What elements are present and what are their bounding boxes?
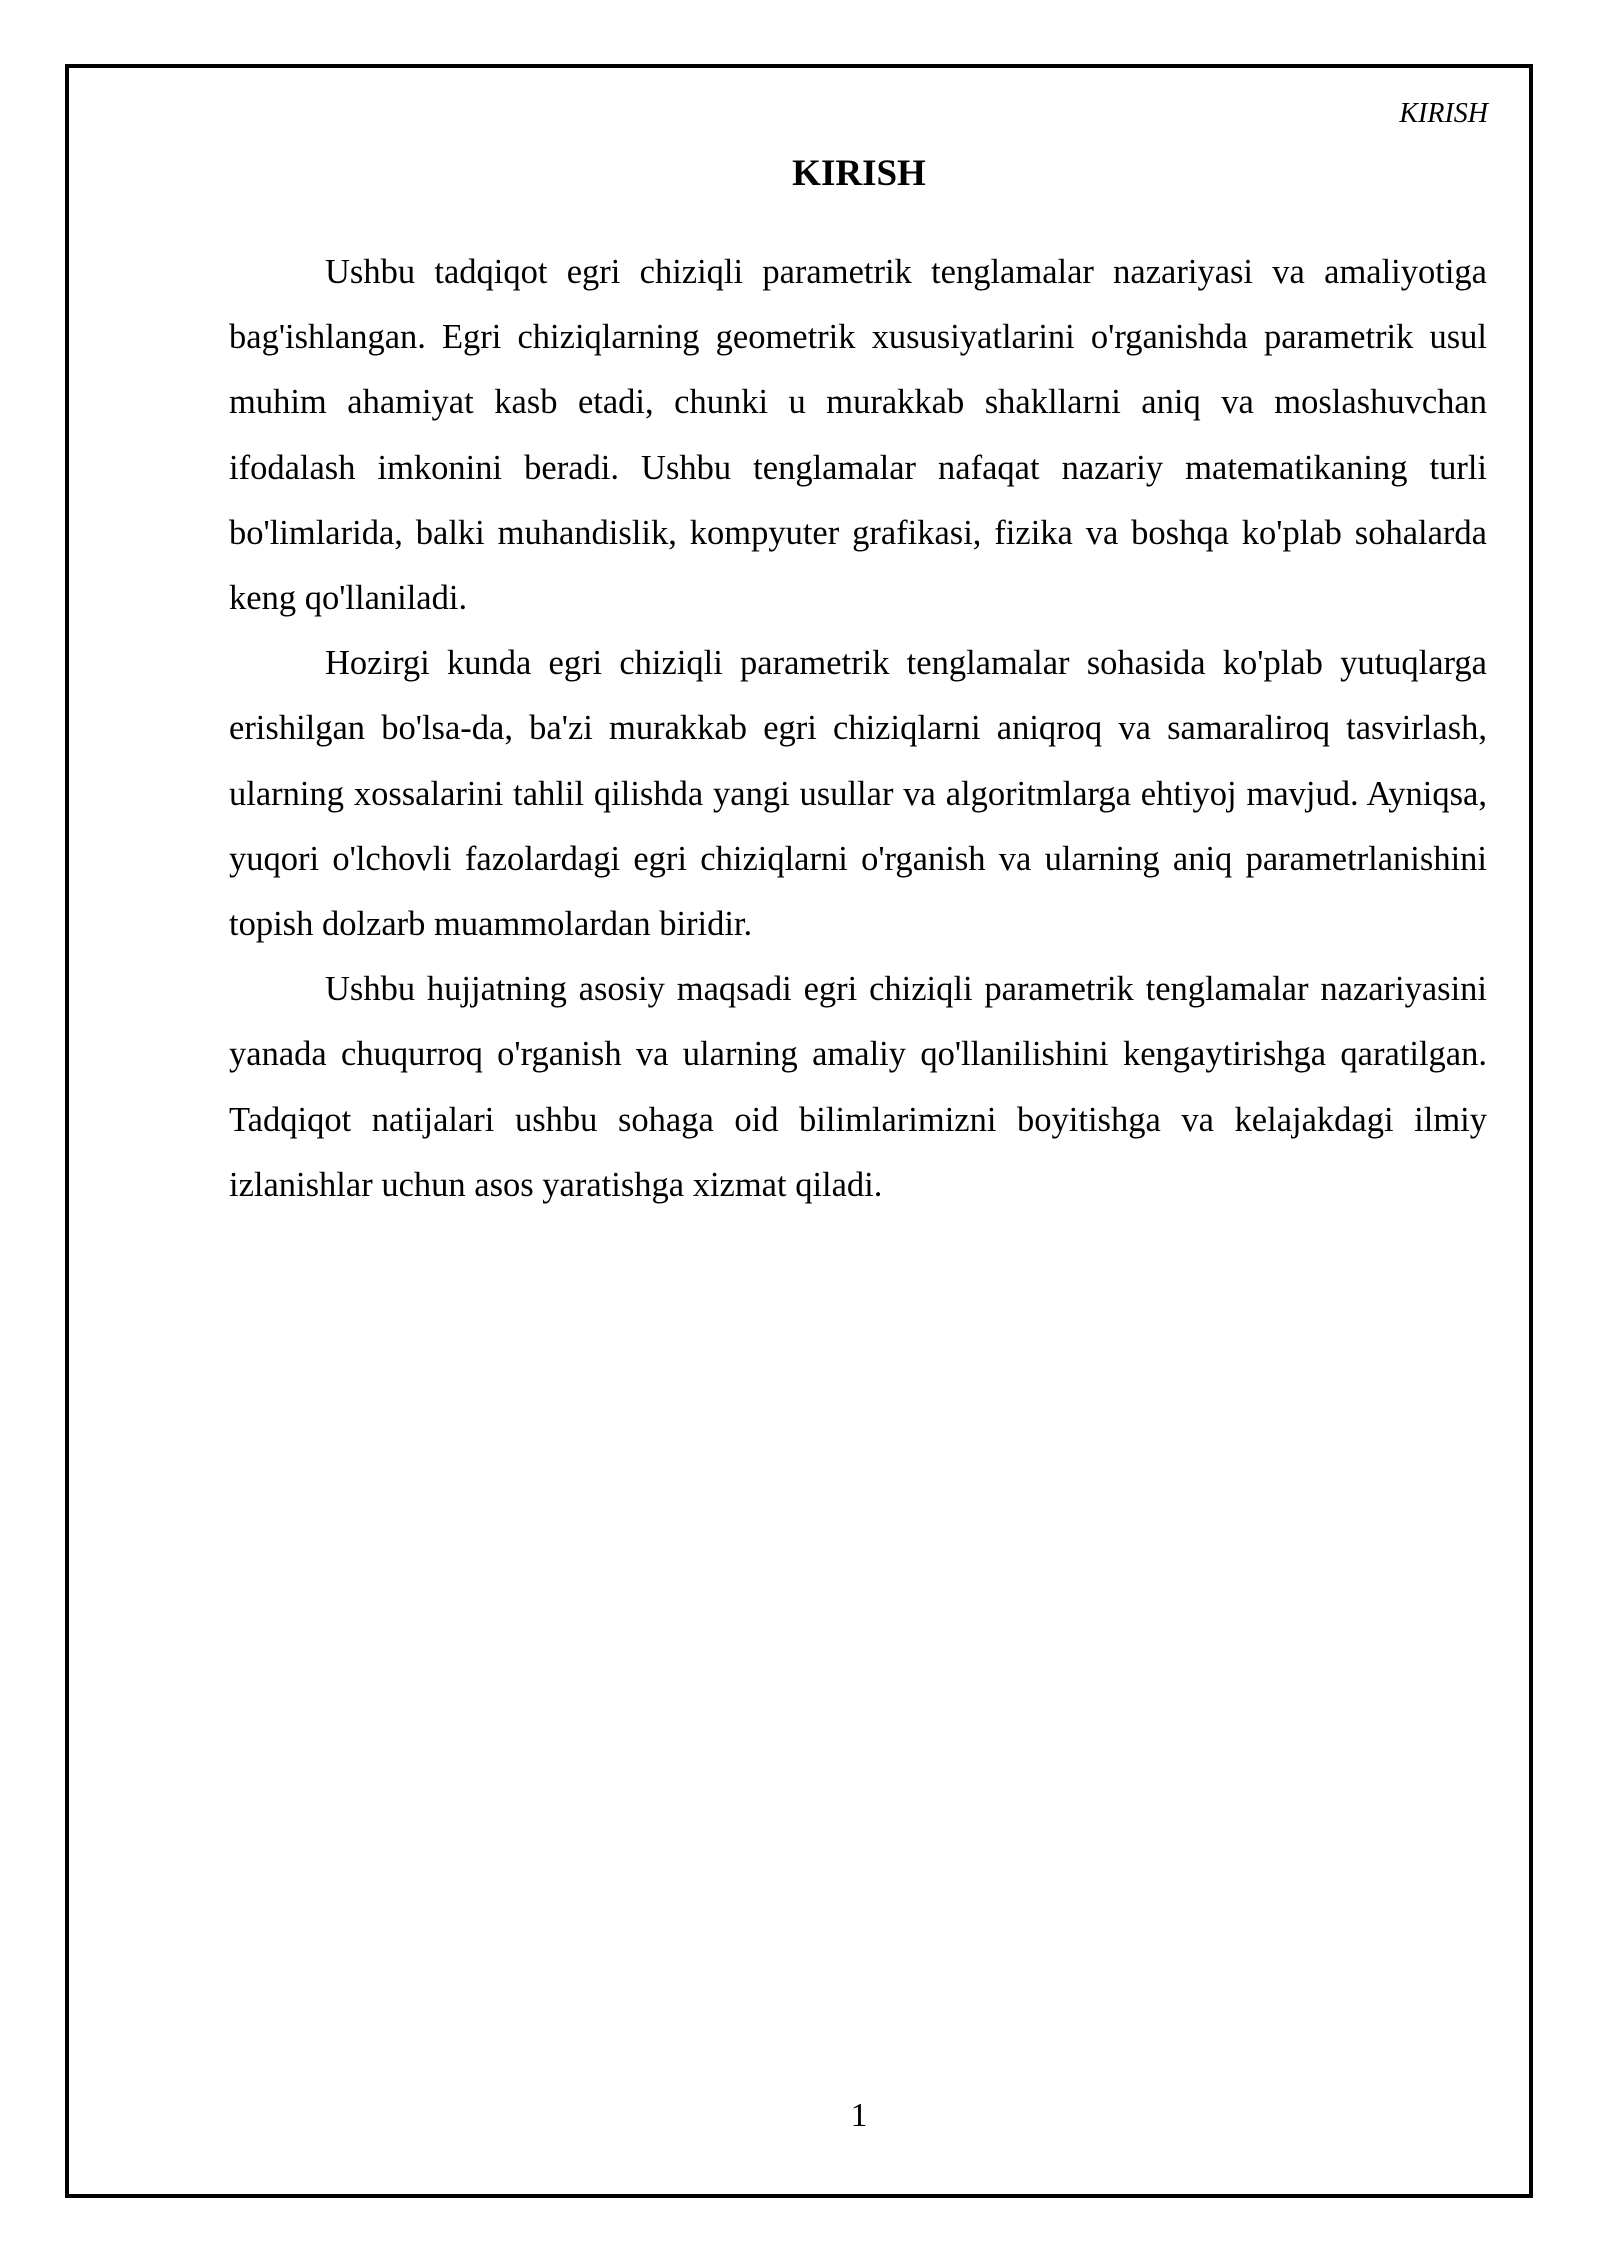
- paragraph-1: Ushbu tadqiqot egri chiziqli parametrik tenglamalar nazariyasi va amaliyotiga bag'ishlangan. Egri chiziqlarning geometrik xususiyatlarini o'rganishda parametrik usul muhim ahamiyat kasb etadi, chunki u murakkab shakllarni aniq va moslashuvchan ifodalash imkonini beradi. Ushbu tenglamalar nafaqat nazariy matematikaning turli bo'limlarida, balki muhandislik, kompyuter grafikasi, fizika va boshqa ko'plab sohalarda keng qo'llaniladi.: [229, 253, 1487, 618]
- paragraph-2: Hozirgi kunda egri chiziqli parametrik tenglamalar sohasida ko'plab yutuqlarga erishilgan bo'lsa-da, ba'zi murakkab egri chiziqlarni aniqroq va samaraliroq tasvirlash, ularning xossalarini tahlil qilishda yangi usullar va algoritmlarga ehtiyoj mavjud. Ayniqsa, yuqori o'lchovli fazolardagi egri chiziqlarni o'rganish va ularning aniq parametrlanishini topish dolzarb muammolardan biridir.: [229, 644, 1487, 944]
- paragraph-3: Ushbu hujjatning asosiy maqsadi egri chiziqli parametrik tenglamalar nazariyasini yanada chuqurroq o'rganish va ularning amaliy qo'llanilishini kengaytirishga qaratilgan. Tadqiqot natijalari ushbu sohaga oid bilimlarimizni boyitishga va kelajakdagi ilmiy izlanishlar uchun asos yaratishga xizmat qiladi.: [229, 970, 1487, 1204]
- document-title: KIRISH: [792, 153, 926, 194]
- page-number: 1: [850, 2097, 868, 2134]
- body-text: [229, 240, 1487, 1218]
- running-header: KIRISH: [1399, 98, 1488, 129]
